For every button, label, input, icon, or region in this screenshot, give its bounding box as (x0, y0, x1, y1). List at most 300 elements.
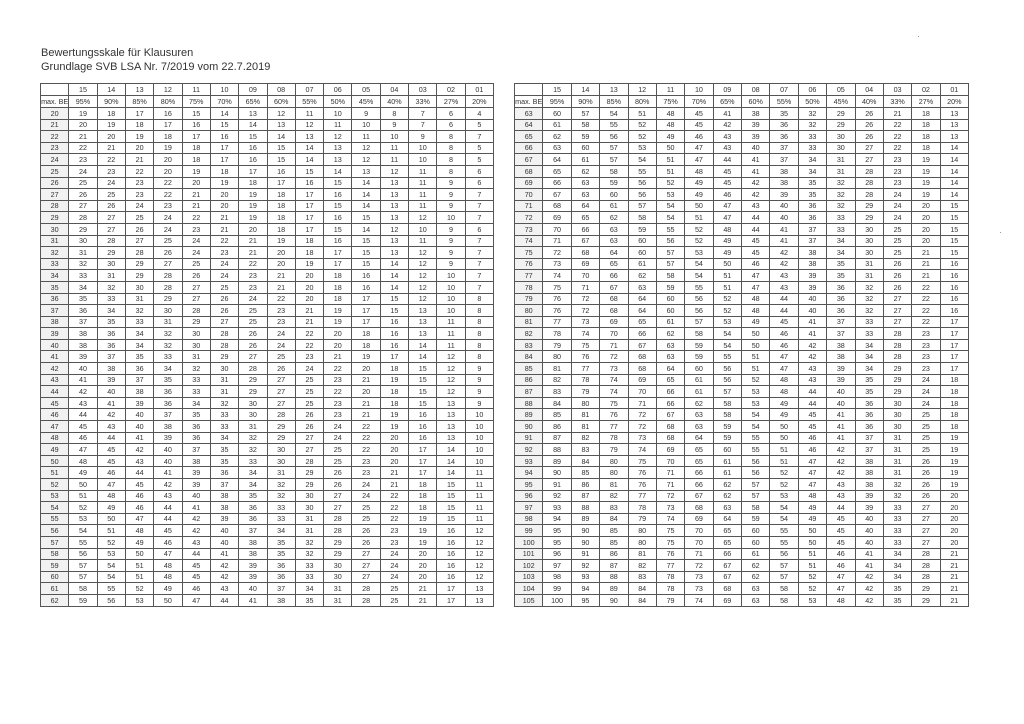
points-header-cell: 01 (940, 84, 968, 96)
threshold-cell: 10 (465, 409, 493, 421)
table-row (515, 200, 969, 212)
threshold-cell: 29 (324, 536, 352, 548)
threshold-cell: 81 (600, 479, 628, 491)
threshold-cell: 15 (940, 223, 968, 235)
threshold-cell: 11 (324, 119, 352, 131)
threshold-cell: 35 (267, 536, 295, 548)
threshold-cell: 17 (352, 293, 380, 305)
threshold-cell: 77 (656, 560, 684, 572)
threshold-cell: 52 (798, 583, 826, 595)
threshold-cell: 34 (295, 583, 323, 595)
max-be-cell: 64 (515, 119, 543, 131)
threshold-cell: 59 (69, 594, 97, 606)
threshold-cell: 59 (628, 223, 656, 235)
threshold-cell: 28 (855, 165, 883, 177)
threshold-cell: 66 (685, 467, 713, 479)
threshold-cell: 41 (827, 432, 855, 444)
threshold-cell: 14 (267, 131, 295, 143)
max-be-cell: 24 (41, 154, 69, 166)
threshold-cell: 24 (295, 363, 323, 375)
threshold-cell: 50 (742, 328, 770, 340)
table-row (515, 409, 969, 421)
threshold-cell: 68 (628, 351, 656, 363)
threshold-cell: 25 (912, 409, 940, 421)
threshold-cell: 16 (409, 432, 437, 444)
threshold-cell: 60 (628, 235, 656, 247)
threshold-cell: 7 (465, 189, 493, 201)
threshold-cell: 16 (940, 305, 968, 317)
threshold-cell: 33 (97, 293, 125, 305)
threshold-cell: 32 (855, 281, 883, 293)
max-be-cell: 57 (41, 536, 69, 548)
threshold-cell: 80 (628, 536, 656, 548)
max-be-cell: 54 (41, 502, 69, 514)
points-header-cell: 08 (742, 84, 770, 96)
threshold-cell: 12 (409, 212, 437, 224)
threshold-cell: 25 (352, 513, 380, 525)
threshold-cell: 19 (409, 536, 437, 548)
threshold-cell: 67 (571, 235, 599, 247)
threshold-cell: 84 (543, 397, 571, 409)
threshold-cell: 18 (97, 108, 125, 120)
threshold-cell: 63 (656, 339, 684, 351)
threshold-cell: 69 (713, 594, 741, 606)
threshold-cell: 8 (437, 142, 465, 154)
threshold-cell: 14 (352, 177, 380, 189)
threshold-cell: 63 (628, 281, 656, 293)
threshold-cell: 36 (239, 513, 267, 525)
threshold-cell: 59 (600, 177, 628, 189)
threshold-cell: 36 (154, 386, 182, 398)
threshold-cell: 27 (97, 223, 125, 235)
threshold-cell: 23 (239, 281, 267, 293)
threshold-cell: 43 (827, 479, 855, 491)
percent-header-cell: 85% (600, 96, 628, 108)
threshold-cell: 26 (69, 189, 97, 201)
table-row (515, 305, 969, 317)
max-be-cell: 98 (515, 513, 543, 525)
max-be-cell: 77 (515, 270, 543, 282)
threshold-cell: 12 (465, 536, 493, 548)
threshold-cell: 20 (324, 328, 352, 340)
threshold-cell: 33 (855, 328, 883, 340)
max-be-cell: 46 (41, 409, 69, 421)
threshold-cell: 56 (685, 305, 713, 317)
max-be-cell: 58 (41, 548, 69, 560)
threshold-cell: 30 (883, 421, 911, 433)
percent-header-cell: 75% (656, 96, 684, 108)
threshold-cell: 39 (154, 432, 182, 444)
threshold-cell: 26 (883, 258, 911, 270)
threshold-cell: 36 (827, 293, 855, 305)
threshold-cell: 28 (154, 270, 182, 282)
threshold-cell: 18 (239, 177, 267, 189)
threshold-cell: 12 (409, 281, 437, 293)
threshold-cell: 29 (239, 374, 267, 386)
threshold-cell: 42 (827, 444, 855, 456)
threshold-cell: 22 (883, 131, 911, 143)
threshold-cell: 24 (267, 328, 295, 340)
threshold-cell: 74 (543, 270, 571, 282)
threshold-cell: 18 (267, 223, 295, 235)
percent-header-cell: 50% (798, 96, 826, 108)
threshold-cell: 34 (855, 339, 883, 351)
threshold-cell: 63 (600, 235, 628, 247)
max-be-cell: 26 (41, 177, 69, 189)
threshold-cell: 45 (742, 235, 770, 247)
threshold-cell: 21 (409, 583, 437, 595)
threshold-cell: 13 (324, 142, 352, 154)
threshold-cell: 36 (855, 421, 883, 433)
threshold-cell: 47 (69, 444, 97, 456)
threshold-cell: 38 (855, 455, 883, 467)
threshold-cell: 40 (770, 200, 798, 212)
points-header-cell: 10 (685, 84, 713, 96)
threshold-cell: 18 (409, 502, 437, 514)
threshold-cell: 11 (295, 108, 323, 120)
threshold-cell: 64 (685, 432, 713, 444)
threshold-cell: 45 (97, 455, 125, 467)
threshold-cell: 46 (125, 490, 153, 502)
threshold-cell: 55 (97, 583, 125, 595)
threshold-cell: 35 (855, 374, 883, 386)
threshold-cell: 42 (798, 351, 826, 363)
threshold-cell: 14 (295, 142, 323, 154)
table-row (515, 536, 969, 548)
threshold-cell: 29 (182, 316, 210, 328)
threshold-cell: 48 (656, 119, 684, 131)
threshold-cell: 44 (742, 212, 770, 224)
threshold-cell: 90 (600, 594, 628, 606)
threshold-cell: 54 (742, 409, 770, 421)
threshold-cell: 11 (409, 165, 437, 177)
threshold-cell: 71 (656, 467, 684, 479)
threshold-cell: 25 (97, 189, 125, 201)
threshold-cell: 68 (600, 293, 628, 305)
threshold-cell: 81 (543, 363, 571, 375)
max-be-cell: 27 (41, 189, 69, 201)
threshold-cell: 71 (656, 479, 684, 491)
threshold-cell: 22 (912, 316, 940, 328)
threshold-cell: 9 (437, 235, 465, 247)
threshold-cell: 13 (267, 119, 295, 131)
threshold-cell: 8 (465, 339, 493, 351)
threshold-cell: 22 (210, 235, 238, 247)
threshold-cell: 15 (267, 154, 295, 166)
threshold-cell: 33 (855, 316, 883, 328)
threshold-cell: 20 (912, 235, 940, 247)
threshold-cell: 48 (770, 386, 798, 398)
threshold-cell: 17 (380, 351, 408, 363)
table-row (515, 386, 969, 398)
threshold-cell: 78 (600, 432, 628, 444)
threshold-cell: 62 (742, 571, 770, 583)
threshold-cell: 34 (798, 165, 826, 177)
table-row (515, 363, 969, 375)
threshold-cell: 51 (713, 270, 741, 282)
threshold-cell: 72 (628, 409, 656, 421)
threshold-cell: 18 (182, 142, 210, 154)
threshold-cell: 16 (239, 154, 267, 166)
threshold-cell: 17 (940, 328, 968, 340)
threshold-cell: 49 (656, 131, 684, 143)
max-be-cell: 35 (41, 281, 69, 293)
threshold-cell: 41 (239, 594, 267, 606)
threshold-cell: 22 (380, 513, 408, 525)
threshold-cell: 13 (437, 409, 465, 421)
threshold-cell: 19 (409, 525, 437, 537)
threshold-cell: 21 (324, 351, 352, 363)
threshold-cell: 11 (465, 490, 493, 502)
threshold-cell: 64 (571, 200, 599, 212)
threshold-cell: 63 (685, 421, 713, 433)
threshold-cell: 53 (742, 386, 770, 398)
threshold-cell: 31 (154, 316, 182, 328)
threshold-cell: 65 (628, 316, 656, 328)
threshold-cell: 9 (465, 397, 493, 409)
threshold-cell: 21 (267, 270, 295, 282)
threshold-cell: 18 (380, 397, 408, 409)
threshold-cell: 45 (713, 177, 741, 189)
threshold-cell: 25 (883, 247, 911, 259)
threshold-cell: 32 (827, 177, 855, 189)
threshold-cell: 13 (380, 212, 408, 224)
threshold-cell: 17 (437, 583, 465, 595)
max-be-cell: 81 (515, 316, 543, 328)
threshold-cell: 25 (125, 212, 153, 224)
threshold-cell: 20 (352, 386, 380, 398)
points-header-cell: 05 (827, 84, 855, 96)
threshold-cell: 64 (543, 154, 571, 166)
threshold-cell: 98 (543, 571, 571, 583)
threshold-cell: 46 (827, 548, 855, 560)
threshold-cell: 26 (295, 409, 323, 421)
threshold-cell: 13 (352, 165, 380, 177)
threshold-cell: 45 (827, 513, 855, 525)
threshold-cell: 91 (571, 548, 599, 560)
threshold-cell: 30 (855, 223, 883, 235)
threshold-cell: 48 (685, 165, 713, 177)
threshold-cell: 57 (69, 571, 97, 583)
threshold-cell: 25 (912, 421, 940, 433)
threshold-cell: 26 (352, 536, 380, 548)
max-be-cell: 45 (41, 397, 69, 409)
threshold-cell: 7 (465, 258, 493, 270)
threshold-cell: 20 (352, 363, 380, 375)
threshold-cell: 39 (125, 397, 153, 409)
max-be-cell: 70 (515, 189, 543, 201)
threshold-cell: 20 (267, 258, 295, 270)
percent-header-cell: 33% (409, 96, 437, 108)
threshold-cell: 52 (97, 536, 125, 548)
threshold-cell: 26 (239, 328, 267, 340)
threshold-cell: 79 (571, 386, 599, 398)
threshold-cell: 51 (798, 548, 826, 560)
threshold-cell: 66 (571, 223, 599, 235)
max-be-cell: 59 (41, 560, 69, 572)
threshold-cell: 21 (239, 247, 267, 259)
threshold-cell: 60 (685, 363, 713, 375)
threshold-cell: 21 (97, 142, 125, 154)
threshold-cell: 15 (437, 502, 465, 514)
table-row (41, 421, 494, 433)
threshold-cell: 46 (713, 189, 741, 201)
threshold-cell: 31 (295, 513, 323, 525)
table-row (41, 467, 494, 479)
threshold-cell: 24 (380, 548, 408, 560)
threshold-cell: 49 (154, 583, 182, 595)
max-be-cell: 67 (515, 154, 543, 166)
threshold-cell: 23 (210, 247, 238, 259)
threshold-cell: 43 (770, 281, 798, 293)
threshold-cell: 65 (685, 455, 713, 467)
threshold-cell: 36 (182, 421, 210, 433)
threshold-cell: 42 (210, 560, 238, 572)
threshold-cell: 31 (295, 525, 323, 537)
threshold-cell: 37 (267, 583, 295, 595)
table-row (41, 212, 494, 224)
threshold-cell: 29 (883, 374, 911, 386)
threshold-cell: 69 (628, 374, 656, 386)
table-row (41, 594, 494, 606)
threshold-cell: 23 (883, 154, 911, 166)
threshold-cell: 39 (742, 119, 770, 131)
scan-speck (1000, 232, 1001, 233)
max-be-cell: 48 (41, 432, 69, 444)
threshold-cell: 44 (154, 502, 182, 514)
threshold-cell: 18 (912, 131, 940, 143)
threshold-cell: 39 (798, 270, 826, 282)
threshold-cell: 42 (770, 247, 798, 259)
table-row (515, 490, 969, 502)
threshold-cell: 36 (97, 328, 125, 340)
threshold-cell: 35 (154, 374, 182, 386)
threshold-cell: 32 (267, 479, 295, 491)
threshold-cell: 32 (827, 189, 855, 201)
table-row (41, 165, 494, 177)
threshold-cell: 24 (380, 571, 408, 583)
threshold-cell: 30 (827, 131, 855, 143)
table-row (515, 328, 969, 340)
threshold-cell: 51 (742, 363, 770, 375)
threshold-cell: 23 (154, 200, 182, 212)
threshold-cell: 21 (267, 281, 295, 293)
max-be-cell: 91 (515, 432, 543, 444)
threshold-cell: 34 (239, 467, 267, 479)
threshold-cell: 27 (154, 258, 182, 270)
threshold-cell: 22 (239, 258, 267, 270)
threshold-cell: 54 (656, 212, 684, 224)
threshold-cell: 8 (465, 316, 493, 328)
threshold-cell: 54 (713, 339, 741, 351)
threshold-cell: 41 (798, 316, 826, 328)
threshold-cell: 28 (182, 305, 210, 317)
threshold-cell: 40 (69, 363, 97, 375)
max-be-cell: 22 (41, 131, 69, 143)
threshold-cell: 37 (798, 223, 826, 235)
threshold-cell: 12 (465, 525, 493, 537)
points-header-cell: 06 (798, 84, 826, 96)
threshold-cell: 17 (352, 316, 380, 328)
threshold-cell: 46 (742, 258, 770, 270)
threshold-cell: 64 (628, 305, 656, 317)
threshold-cell: 37 (239, 525, 267, 537)
threshold-cell: 33 (182, 386, 210, 398)
percent-header-cell: 75% (182, 96, 210, 108)
threshold-cell: 59 (571, 131, 599, 143)
threshold-cell: 35 (295, 594, 323, 606)
threshold-cell: 65 (713, 525, 741, 537)
threshold-cell: 76 (628, 467, 656, 479)
percent-header-cell: 45% (827, 96, 855, 108)
percent-header-cell: 80% (628, 96, 656, 108)
threshold-cell: 46 (770, 328, 798, 340)
threshold-cell: 26 (182, 270, 210, 282)
threshold-cell: 28 (97, 235, 125, 247)
points-header-cell: 15 (69, 84, 97, 96)
threshold-cell: 16 (437, 571, 465, 583)
threshold-cell: 43 (827, 490, 855, 502)
threshold-cell: 32 (267, 490, 295, 502)
threshold-cell: 27 (239, 351, 267, 363)
max-be-cell: 90 (515, 421, 543, 433)
threshold-cell: 8 (380, 108, 408, 120)
threshold-cell: 34 (210, 432, 238, 444)
max-be-cell: 103 (515, 571, 543, 583)
threshold-cell: 10 (352, 119, 380, 131)
threshold-cell: 14 (380, 281, 408, 293)
threshold-cell: 19 (380, 409, 408, 421)
threshold-cell: 53 (628, 142, 656, 154)
threshold-cell: 20 (912, 200, 940, 212)
threshold-cell: 34 (855, 363, 883, 375)
threshold-cell: 26 (912, 455, 940, 467)
threshold-cell: 10 (409, 223, 437, 235)
threshold-cell: 7 (409, 119, 437, 131)
threshold-cell: 31 (210, 374, 238, 386)
threshold-cell: 21 (912, 258, 940, 270)
max-be-cell: 76 (515, 258, 543, 270)
threshold-cell: 52 (685, 235, 713, 247)
threshold-cell: 39 (742, 131, 770, 143)
threshold-cell: 50 (69, 479, 97, 491)
max-be-cell: 75 (515, 247, 543, 259)
threshold-cell: 54 (770, 513, 798, 525)
threshold-cell: 12 (324, 131, 352, 143)
threshold-cell: 60 (742, 525, 770, 537)
threshold-cell: 47 (827, 571, 855, 583)
threshold-cell: 49 (69, 467, 97, 479)
threshold-cell: 36 (154, 397, 182, 409)
threshold-cell: 32 (69, 258, 97, 270)
threshold-cell: 36 (210, 467, 238, 479)
threshold-cell: 39 (69, 351, 97, 363)
threshold-cell: 57 (770, 571, 798, 583)
threshold-cell: 18 (324, 270, 352, 282)
threshold-cell: 56 (628, 177, 656, 189)
threshold-cell: 39 (97, 374, 125, 386)
threshold-cell: 43 (154, 490, 182, 502)
table-row (515, 571, 969, 583)
threshold-cell: 42 (154, 479, 182, 491)
threshold-cell: 22 (69, 142, 97, 154)
table-row (515, 594, 969, 606)
threshold-cell: 35 (69, 293, 97, 305)
threshold-cell: 51 (628, 108, 656, 120)
threshold-cell: 10 (437, 212, 465, 224)
threshold-cell: 54 (69, 525, 97, 537)
threshold-cell: 41 (210, 548, 238, 560)
